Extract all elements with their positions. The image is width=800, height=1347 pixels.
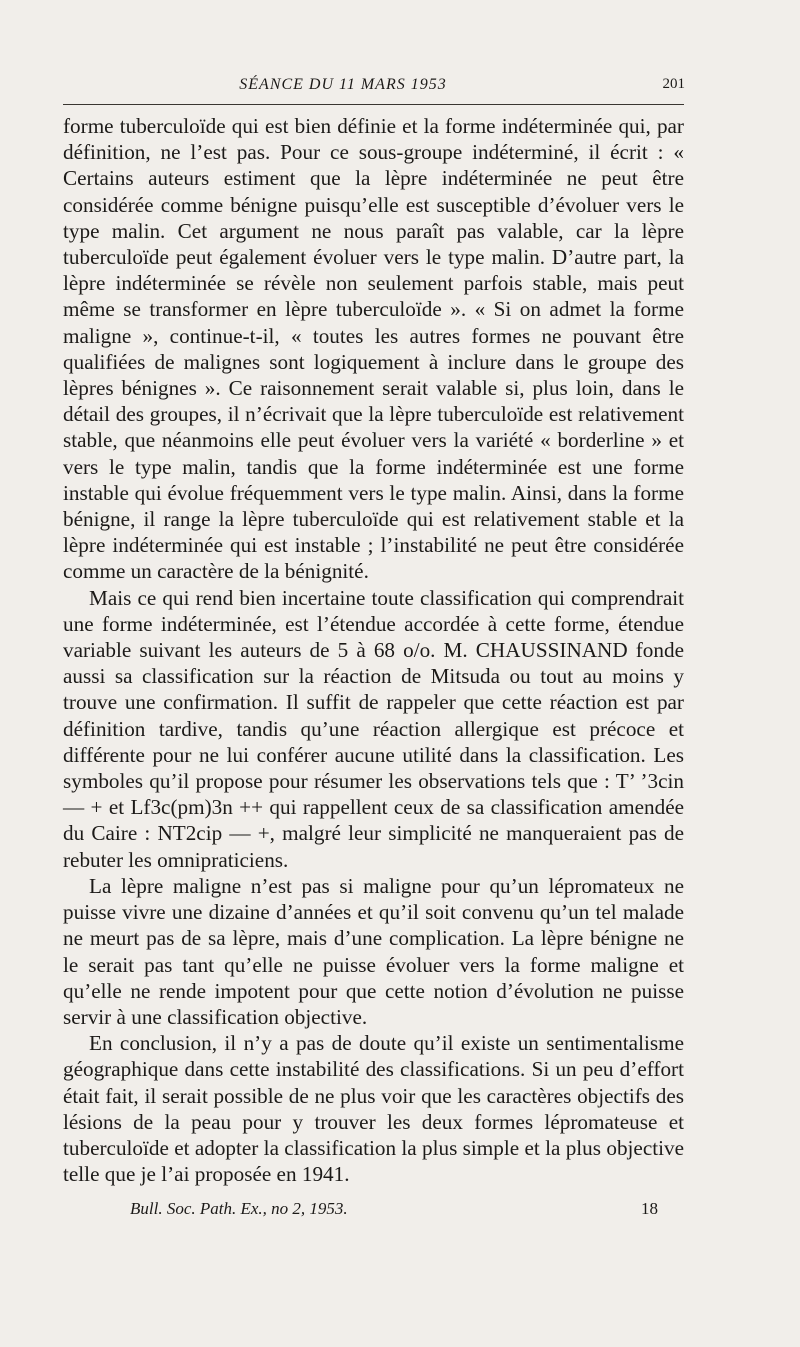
page-number: 201 — [662, 76, 685, 92]
running-title: SÉANCE DU 11 MARS 1953 — [239, 76, 447, 93]
running-head — [63, 76, 683, 98]
journal-citation: Bull. Soc. Path. Ex., no 2, 1953. — [130, 1199, 348, 1218]
paragraph: Mais ce qui rend bien incertaine toute classification qui comprendrait une forme indéterminée, est l’étendue accordée à cette forme, étendue variable suivant les auteurs de 5 à 68 o/o. M. CHAUSSINAND fonde aussi sa classification sur la réaction de Mitsuda ou tout au moins y trouve une confirmation. Il suffit de rappeler que cette réaction est par définition tardive, tandis qu’une réaction allergique est précoce et différente pour ne lui conférer aucune utilité dans la classification. Les symboles qu’il propose pour résumer les observations tels que : T’ ’3cin — + et Lf3c(pm)3n ++ qui rappellent ceux de sa classification amendée du Caire : NT2cip — +, malgré leur simplicité ne manqueraient pas de rebuter les omnipraticiens. — [63, 585, 684, 872]
sheet-number: 18 — [641, 1199, 658, 1218]
body-text — [63, 113, 684, 1187]
header-rule — [63, 104, 684, 105]
paragraph: En conclusion, il n’y a pas de doute qu’il existe un sentimentalisme géographique dans cette instabilité des classifications. Si un peu d’effort était fait, il serait possible de ne plus voir que les caractères objectifs des lésions de la peau pour y trouver les deux formes lépromateuse et tuberculoïde et adopter la classification la plus simple et la plus objective telle que je l’ai proposée en 1941. — [63, 1031, 684, 1187]
page-footer — [63, 1199, 663, 1223]
paragraph-continued: forme tuberculoïde qui est bien définie et la forme indéterminée qui, par définition, ne l’est pas. Pour ce sous-groupe indéterminé, il écrit : « Certains auteurs estiment que la lèpre indéterminée ne peut être considérée comme bénigne puisqu’elle est susceptible d’évoluer vers le type malin. Cet argument ne nous paraît pas valable, car la lèpre tuberculoïde peut également évoluer vers le type malin. D’autre part, la lèpre indéterminée se révèle non seulement parfois stable, mais peut même se transformer en lèpre tuberculoïde ». « Si on admet la forme maligne », continue-t-il, « toutes les autres formes ne pouvant être qualifiées de malignes sont logiquement à inclure dans le groupe des lèpres bénignes ». Ce raisonnement serait valable si, plus loin, dans le détail des groupes, il n’écrivait que la lèpre tuberculoïde est relativement stable, que néanmoins elle peut évoluer vers la variété « borderline » et vers le type malin, tandis que la forme indéterminée est une forme instable qui évolue fréquemment vers le type malin. Ainsi, dans la forme bénigne, il range la lèpre tuberculoïde qui est relativement stable et la lèpre indéterminée qui est instable ; l’instabilité ne peut être considérée comme un caractère de la bénignité. — [63, 114, 684, 584]
paragraph: La lèpre maligne n’est pas si maligne pour qu’un lépromateux ne puisse vivre une dizaine d’années et qu’il soit convenu qu’un tel malade ne meurt pas de sa lèpre, mais d’une complication. La lèpre bénigne ne le serait pas tant qu’elle ne puisse évoluer vers la forme maligne et qu’elle ne rende impotent pour que cette notion d’évolution ne puisse servir à une classification objective. — [63, 873, 684, 1029]
